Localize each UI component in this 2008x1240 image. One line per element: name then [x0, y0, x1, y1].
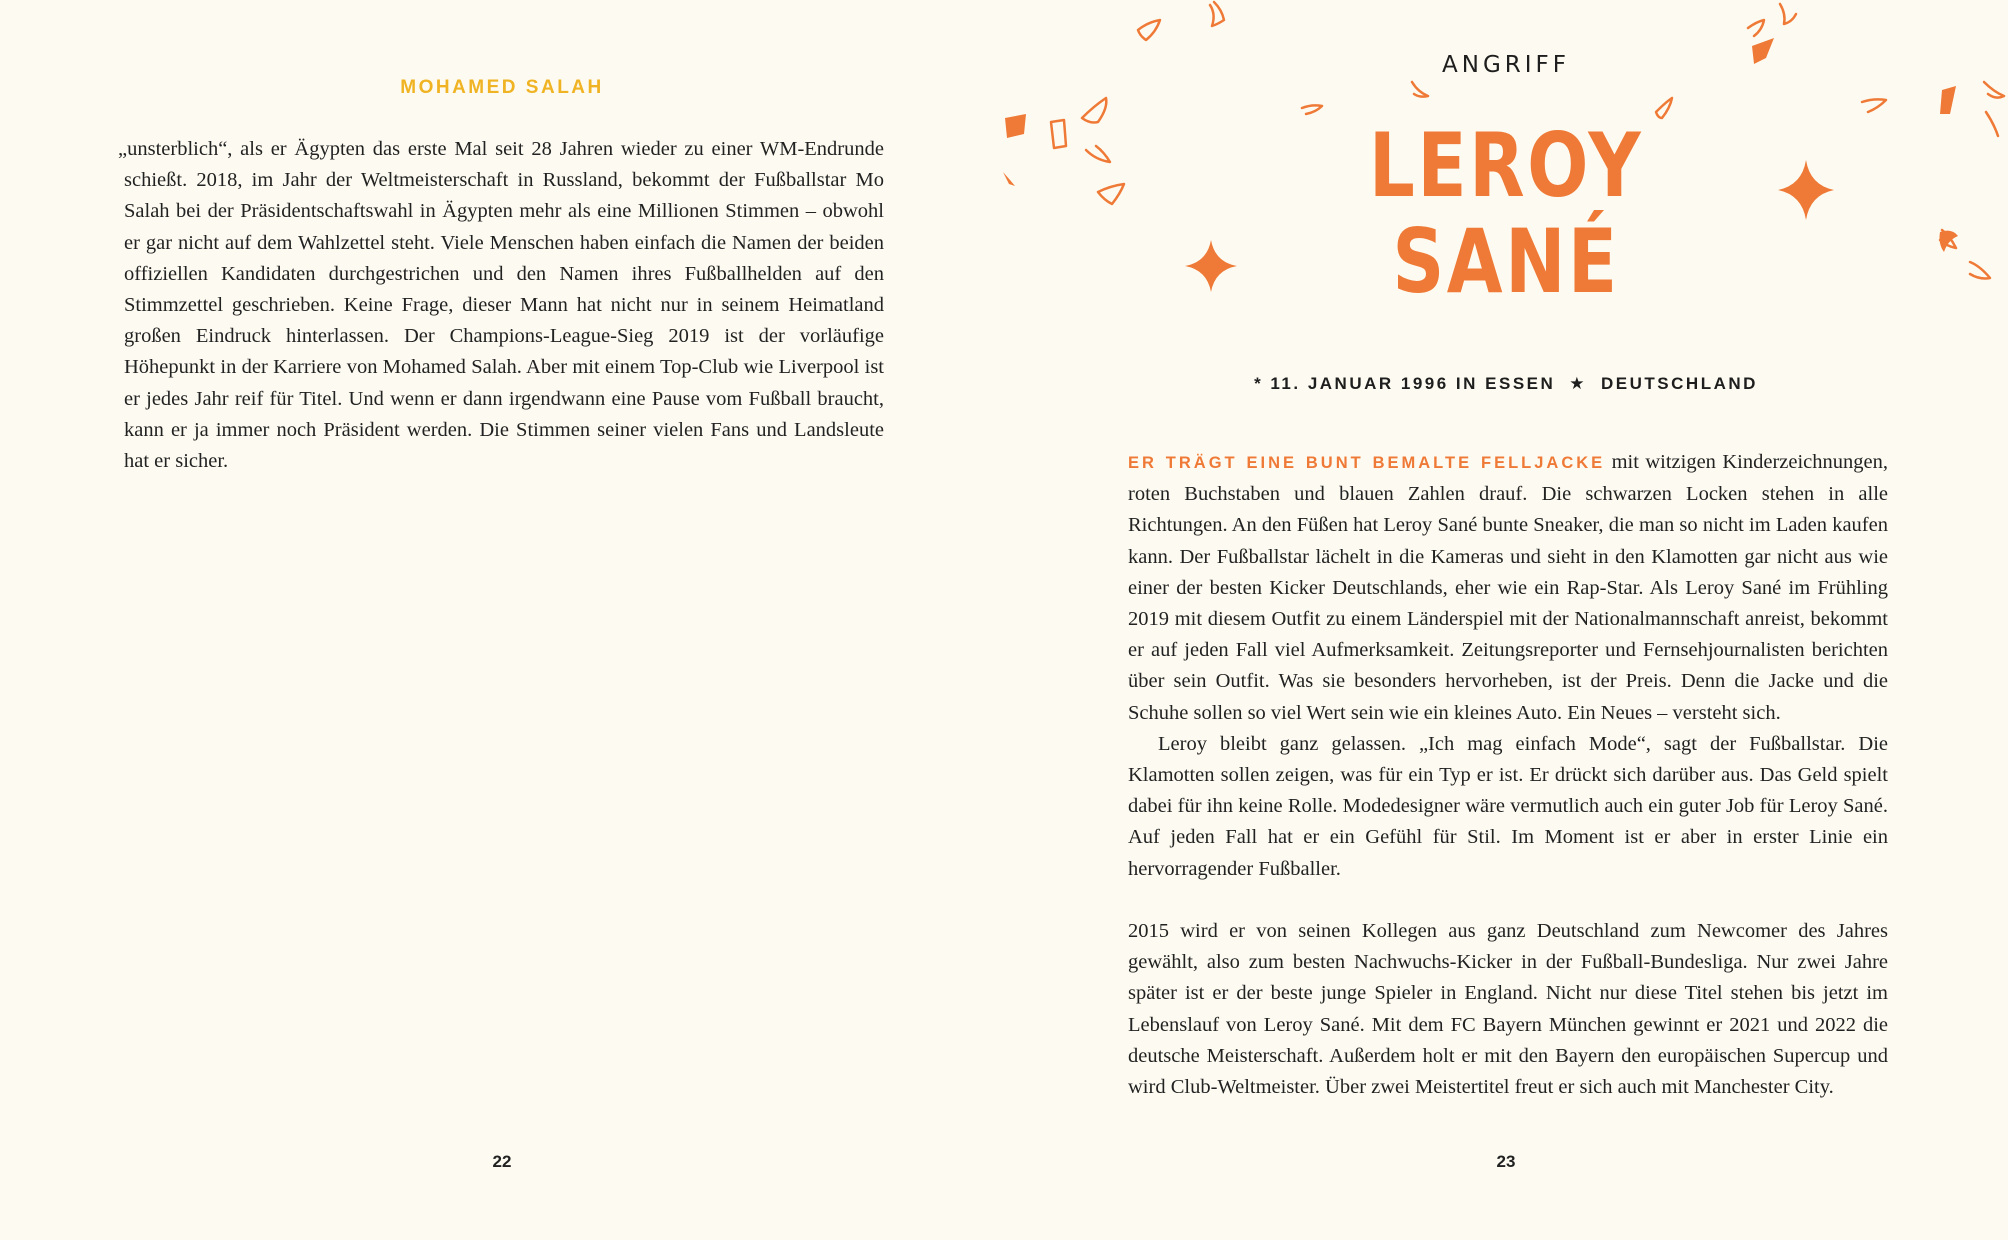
star-icon: ★: [1569, 374, 1588, 393]
section-category: ANGRIFF: [1442, 52, 1570, 78]
birth-info: [1004, 374, 2008, 394]
country: DEUTSCHLAND: [1601, 374, 1758, 393]
player-name-line-2: SANÉ: [1392, 210, 1620, 313]
player-name-heading: [1004, 114, 2008, 313]
running-header: MOHAMED SALAH: [400, 77, 604, 98]
paragraph-1-text: mit witzigen Kinderzeichnungen, roten Buchstaben und blauen Zahlen drauf. Die schwarzen Locken stehen in alle Richtungen. An den Füßen hat Leroy Sané bunte Sneaker, die man so nicht im Laden kaufen kann. Der Fußballstar lächelt in die Kameras und sieht in den Klamotten gar nicht aus wie einer der besten Kicker Deutschlands, eher wie ein Rap-Star. Als Leroy Sané im Frühling 2019 mit diesem Outfit zu einem Länderspiel mit der Nationalmannschaft anreist, bekommt er auf jeden Fall viel Aufmerksamkeit. Zeitungsreporter und Fernsehjournalisten berichten über sein Outfit. Was sie besonders hervorheben, ist der Preis. Denn die Jacke und die Schuhe sollen so viel Wert sein wie ein kleines Auto. Ein Neues – versteht sich.: [1128, 451, 1888, 724]
paragraph-2: Leroy bleibt ganz gelassen. „Ich mag einfach Mode“, sagt der Fußballstar. Die Klamotten sollen zeigen, was für ein Typ er ist. Er drückt sich darüber aus. Das Geld spielt dabei für ihn keine Rolle. Modedesigner wäre vermutlich auch ein guter Job für Leroy Sané. Auf jeden Fall hat er ein Gefühl für Stil. Im Moment ist er aber in erster Linie ein hervorragender Fußballer.: [1128, 732, 1888, 880]
page-number-left: 22: [492, 1152, 512, 1171]
paragraph-1: [1128, 447, 1888, 729]
right-body-text: [1128, 447, 1888, 1103]
birth-date-place: * 11. JANUAR 1996 IN ESSEN: [1254, 374, 1556, 393]
paragraph-3: 2015 wird er von seinen Kollegen aus ganz Deutschland zum Newcomer des Jahres gewählt, also zum besten Nachwuchs-Kicker in der Fußball-Bundesliga. Nur zwei Jahre später ist er der beste junge Spieler in England. Nicht nur diese Titel stehen bis jetzt im Lebenslauf von Leroy Sané. Mit dem FC Bayern München gewinnt er 2021 und 2022 die deutsche Meisterschaft. Außerdem holt er mit den Bayern den europäischen Supercup und wird Club-Weltmeister. Über zwei Meistertitel freut er sich auch mit Manchester City.: [1128, 920, 1888, 1099]
page-number-right: 23: [1496, 1152, 1516, 1171]
lead-in: ER TRÄGT EINE BUNT BEMALTE FELLJACKE: [1128, 454, 1606, 472]
left-body-text: „unsterblich“, als er Ägypten das erste Mal seit 28 Jahren wieder zu einer WM-Endrunde schießt. 2018, im Jahr der Weltmeisterschaft in Russland, bekommt der Fußballstar Mo Salah bei der Präsidentschaftswahl in Ägypten mehr als eine Millionen Stimmen – obwohl er gar nicht auf dem Wahlzettel steht. Viele Menschen haben einfach die Namen der beiden offiziellen Kandidaten durchgestrichen und den Namen ihres Fußballhelden auf den Stimmzettel geschrieben. Keine Frage, dieser Mann hat nicht nur in seinem Heimatland großen Eindruck hinterlassen. Der Champions-League-Sieg 2019 ist der vorläufige Höhepunkt in der Karriere von Mohamed Salah. Aber mit einem Top-Club wie Liverpool ist er jedes Jahr reif für Titel. Und wenn er dann irgendwann eine Pause vom Fußball braucht, kann er ja immer noch Präsident werden. Die Stimmen seiner vielen Fans und Landsleute hat er sicher.: [118, 138, 884, 473]
player-name-line-1: LEROY: [1368, 114, 1644, 217]
